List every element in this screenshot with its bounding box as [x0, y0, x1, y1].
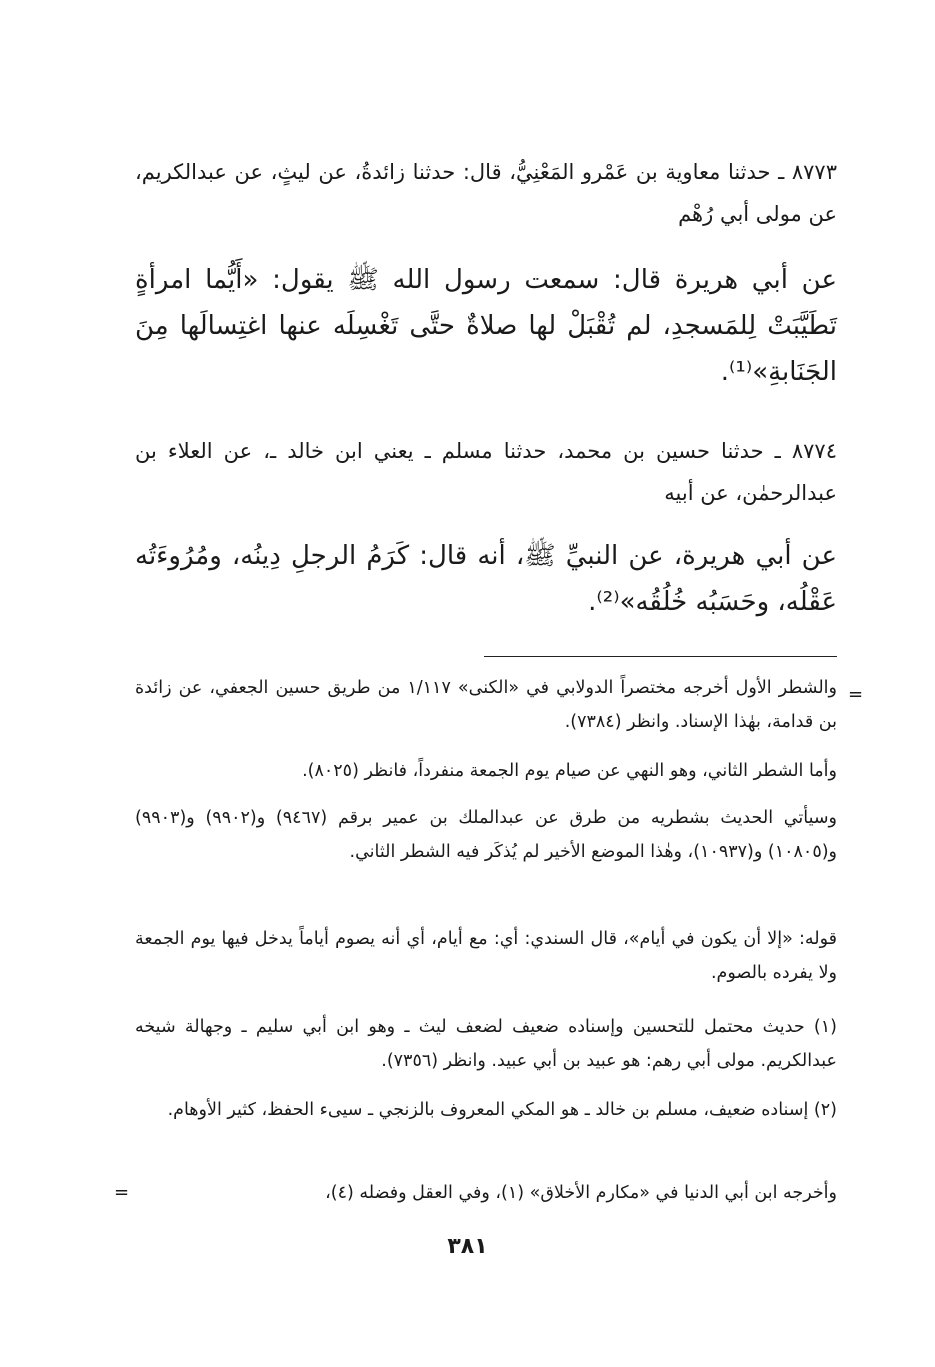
hadith-8773-text: [135, 257, 837, 395]
footnote-text: (٢) إسناده ضعيف، مسلم بن خالد ـ هو المكي المعروف بالزنجي ـ سيىء الحفظ، كثير الأوهام.: [167, 1100, 837, 1120]
page-number: ٣٨١: [447, 1234, 488, 1259]
footnote-text: وأما الشطر الثاني، وهو النهي عن صيام يوم الجمعة منفرداً، فانظر (٨٠٢٥).: [302, 761, 837, 781]
footnote-para: [135, 922, 837, 990]
footnote-text: قوله: «إلا أن يكون في أيام»، قال السندي: أي: مع أيام، أي أنه يصوم أياماً يدخل فيها يوم الجمعة ولا يفرده بالصوم.: [135, 929, 837, 983]
footnote-text: وسيأتي الحديث بشطريه من طرق عن عبدالملك بن عمير برقم (٩٤٦٧) و(٩٩٠٢) و(٩٩٠٣) و(١٠٨٠٥) و(١٠٩٣٧)، وهٰذا الموضع الأخير لم يُذكَر فيه الشطر الثاني.: [135, 808, 837, 862]
footnote-text: وأخرجه ابن أبي الدنيا في «مكارم الأخلاق» (١)، وفي العقل وفضله (٤)،: [325, 1183, 837, 1203]
footnote-1: [135, 1010, 837, 1078]
footnote-separator: [484, 656, 837, 657]
footnote-para: [135, 754, 837, 788]
isnad-text: ٨٧٧٣ ـ حدثنا معاوية بن عَمْرو المَعْنِيُّ، قال: حدثنا زائدةُ، عن ليثٍ، عن عبدالكريم، عن مولى أبي رُهْم: [135, 160, 837, 226]
hadith-8773-chain: [135, 151, 837, 235]
matn-text: عن أبي هريرة قال: سمعت رسول الله ﷺ يقول: «أَيُّما امرأةٍ تَطَيَّبَتْ لِلمَسجدِ، لم تُقْبَلْ لها صلاةٌ حتَّى تَغْسِلَه عنها اغتِسالَها مِنَ الجَنَابةِ»⁽¹⁾.: [135, 265, 837, 387]
footnote-2: [135, 1093, 837, 1127]
continuation-marker-end: =: [114, 1182, 130, 1203]
footnote-text: (١) حديث محتمل للتحسين وإسناده ضعيف لضعف ليث ـ وهو ابن أبي سليم ـ وجهالة شيخه عبدالكريم. مولى أبي رهم: هو عبيد بن أبي عبيد. وانظر (٧٣٥٦).: [135, 1017, 837, 1071]
hadith-8774-chain: [135, 430, 837, 514]
footnote-text: والشطر الأول أخرجه مختصراً الدولابي في «الكنى» ١/١١٧ من طريق حسين الجعفي، عن زائدة بن قدامة، بهٰذا الإسناد. وانظر (٧٣٨٤).: [135, 678, 837, 732]
footnote-para: [135, 801, 837, 869]
matn-text: عن أبي هريرة، عن النبيِّ ﷺ، أنه قال: كَرَمُ الرجلِ دِينُه، ومُرُوءَتُه عَقْلُه، وحَسَبُه خُلُقُه»⁽²⁾.: [135, 541, 837, 617]
isnad-text: ٨٧٧٤ ـ حدثنا حسين بن محمد، حدثنا مسلم ـ يعني ابن خالد ـ، عن العلاء بن عبدالرحمٰن، عن أبيه: [135, 439, 837, 505]
footnote-continued-para: [135, 671, 837, 739]
footnote-2-continued: [135, 1176, 837, 1210]
hadith-8774-text: [135, 533, 837, 625]
continuation-marker: =: [848, 684, 864, 705]
